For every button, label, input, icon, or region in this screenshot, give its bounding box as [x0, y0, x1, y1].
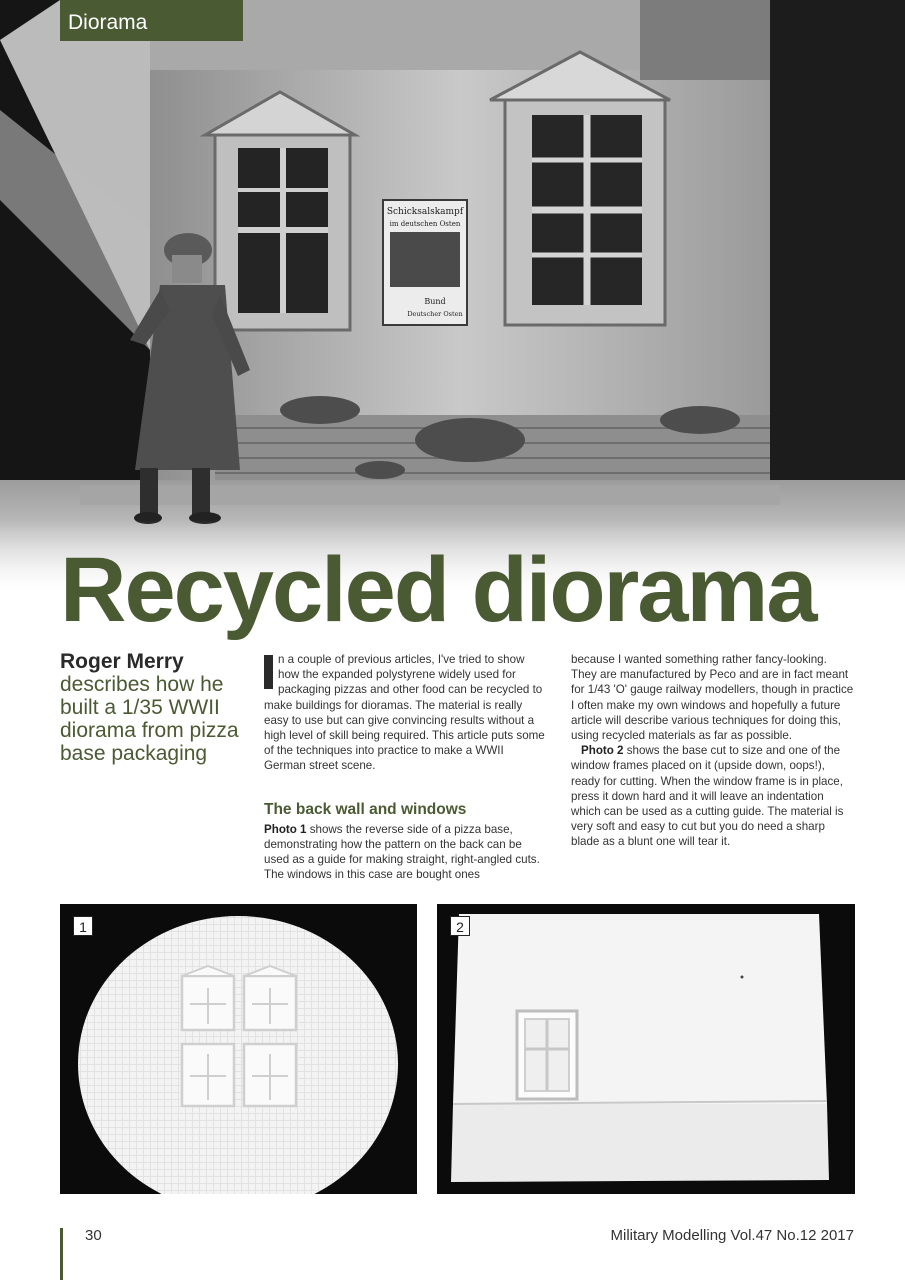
magazine-info: Military Modelling Vol.47 No.12 2017: [610, 1227, 854, 1244]
cut-base-illustration: [437, 904, 855, 1194]
intro-paragraph: [264, 652, 548, 774]
paragraph-photo1-text: shows the reverse side of a pizza base, demonstrating how the pattern on the back can be used as a guide for making straight, right-angled cuts. The windows in this case are bought ones: [264, 822, 540, 882]
poster-line-3: Bund: [424, 297, 446, 306]
drop-cap: [264, 655, 273, 689]
diorama-scene-illustration: [0, 0, 905, 590]
poster-line-1: Schicksalskampf: [386, 207, 464, 217]
paragraph-windows: because I wanted something rather fancy-looking. They are manufactured by Peco and are in fact meant for 1/43 'O' gauge railway modellers, though in practice I often make my own windows and hopefully a future article will describe various techniques for doing this, using recycled materials as far as possible.: [571, 653, 854, 743]
photo1-ref: Photo 1: [264, 822, 307, 836]
paragraph-photo2: [571, 743, 855, 849]
paragraph-photo2-text: shows the base cut to size and one of the window frames placed on it (upside down, oops!), ready for cutting. When the window frame is in place, press it down hard and it will leave an indentation which can be used as a cutting guide. The material is very soft and easy to cut but you do need a sharp blade as a blunt one will tear it.: [571, 744, 844, 849]
page-number: 30: [85, 1227, 102, 1244]
photo-1: [60, 904, 417, 1194]
article-title: Recycled diorama: [60, 539, 816, 641]
photo-2: [437, 904, 855, 1194]
intro-text: n a couple of previous articles, I've tried to show how the expanded polystyrene widely used for packaging pizzas and other food can be recycled to make buildings for dioramas. The material is really easy to use but can give convincing results without a high level of skill being required. This article puts some of the techniques into practice to make a WWII German street scene.: [264, 653, 545, 773]
standfirst: [60, 650, 250, 765]
subheading: The back wall and windows: [264, 800, 467, 818]
footer-accent-bar: [60, 1228, 63, 1280]
body-column-1: [264, 652, 548, 883]
poster-line-2: im deutschen Osten: [389, 220, 461, 228]
photo2-ref: Photo 2: [581, 744, 624, 758]
photo-number-1: 1: [73, 916, 93, 936]
pizza-base-illustration: [60, 904, 417, 1194]
hero-photo: [0, 0, 905, 590]
paragraph-photo1: [264, 822, 548, 883]
photo-number-2: 2: [450, 916, 470, 936]
standfirst-text: describes how he built a 1/35 WWII diorama from pizza base packaging: [60, 673, 239, 765]
body-column-2: [571, 652, 855, 850]
section-tag: Diorama: [60, 0, 243, 41]
poster-line-4: Deutscher Osten: [407, 310, 463, 318]
author-name: Roger Merry: [60, 650, 184, 673]
